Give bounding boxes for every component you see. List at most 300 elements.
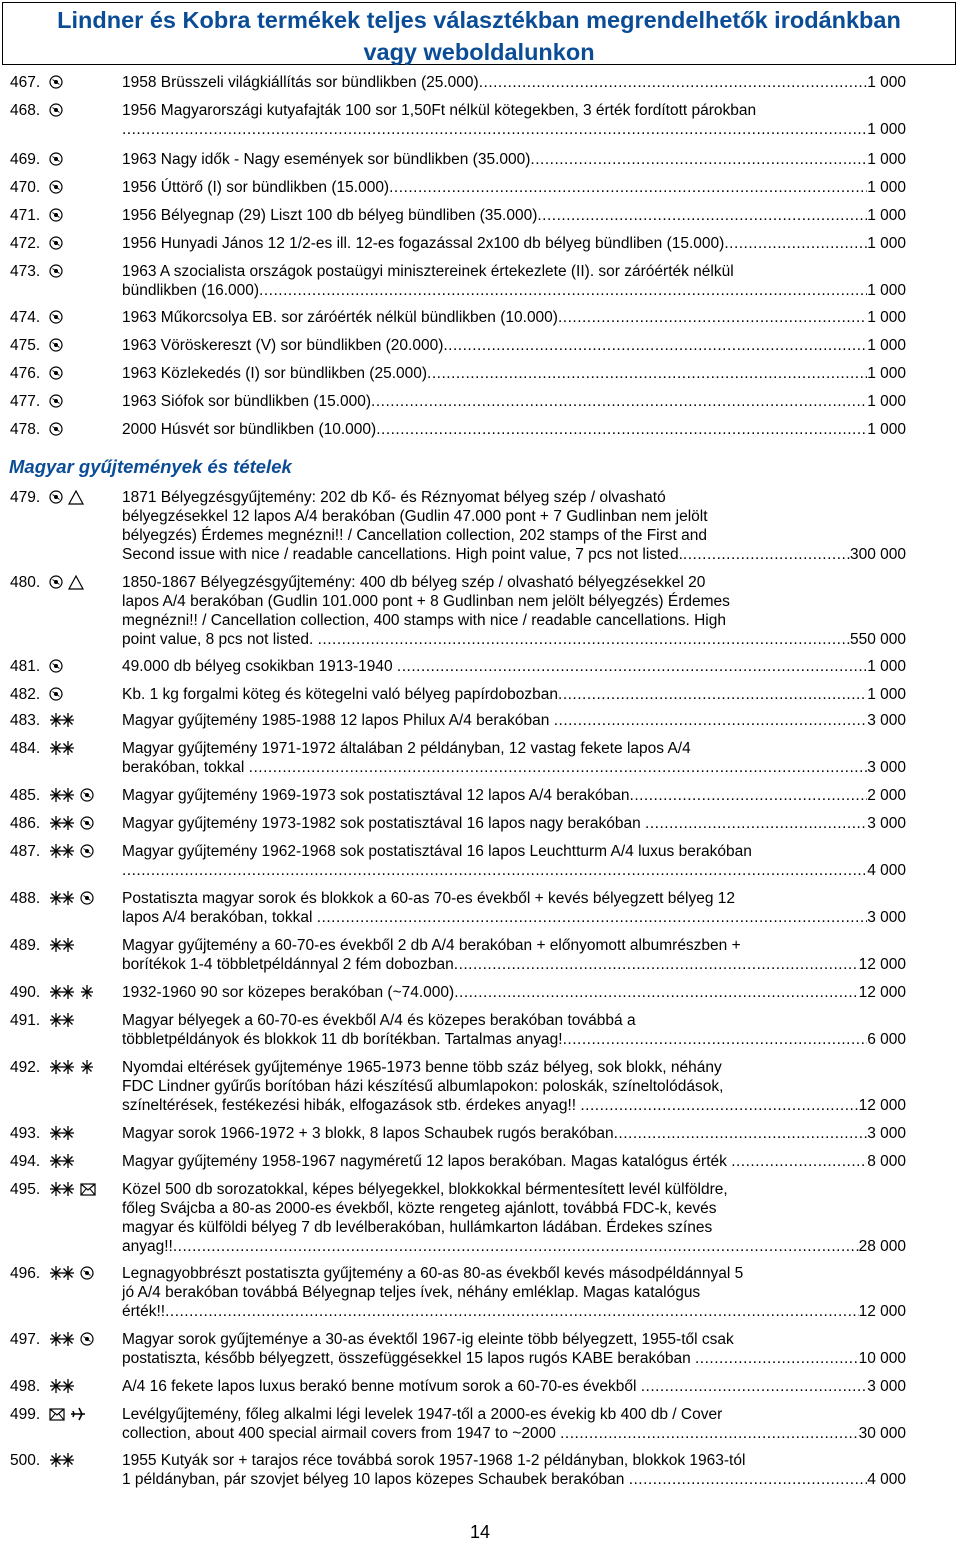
entry-price: 1 000 bbox=[867, 658, 906, 675]
entry-description bbox=[122, 1011, 906, 1049]
leader-dots bbox=[554, 711, 868, 730]
entry-last-line bbox=[122, 206, 906, 225]
entry-description bbox=[122, 234, 906, 253]
leader-dots bbox=[614, 1124, 868, 1143]
mint-double-star-icon bbox=[49, 787, 75, 803]
leader-dots bbox=[249, 758, 868, 777]
entry-last-line bbox=[122, 1349, 906, 1368]
entry-icons bbox=[49, 1181, 101, 1198]
cancelled-stamp-icon bbox=[49, 574, 63, 590]
entry-icons bbox=[49, 937, 80, 954]
cancelled-stamp-icon bbox=[80, 1331, 94, 1347]
entry-description bbox=[122, 786, 906, 805]
entry-text-line: anyag!! bbox=[122, 1238, 173, 1255]
entry-text-line: 1955 Kutyák sor + tarajos réce továbbá sorok 1957-1968 1-2 példányban, blokkok 1963-tól bbox=[122, 1452, 746, 1469]
entry-number: 493. bbox=[10, 1125, 41, 1142]
entry-last-line bbox=[122, 657, 906, 676]
cancelled-stamp-icon bbox=[80, 815, 94, 831]
entry-price: 1 000 bbox=[867, 74, 906, 91]
entry-text-line: Magyar sorok 1966-1972 + 3 blokk, 8 lapos Schaubek rugós berakóban bbox=[122, 1125, 614, 1142]
entry-price: 1 000 bbox=[867, 179, 906, 196]
entry-price: 1 000 bbox=[867, 421, 906, 438]
entry-text-line: Levélgyűjtemény, főleg alkalmi légi levelek 1947-től a 2000-es évekig kb 400 db / Cover bbox=[122, 1406, 723, 1423]
page-number: 14 bbox=[469, 1522, 491, 1542]
entry-description bbox=[122, 150, 906, 169]
leader-dots bbox=[173, 1237, 859, 1256]
entry-text-line: point value, 8 pcs not listed. bbox=[122, 631, 318, 648]
leader-dots bbox=[443, 336, 867, 355]
leader-dots bbox=[580, 1096, 858, 1115]
mint-double-star-icon bbox=[49, 712, 75, 728]
mint-double-star-icon bbox=[49, 740, 75, 756]
leader-dots bbox=[724, 234, 867, 253]
entry-number: 485. bbox=[10, 787, 41, 804]
entry-icons bbox=[49, 1452, 80, 1469]
entry-price: 1 000 bbox=[867, 151, 906, 168]
leader-dots bbox=[371, 392, 867, 411]
entry-text-line: érték!! bbox=[122, 1303, 166, 1320]
leader-dots bbox=[389, 178, 867, 197]
entry-description bbox=[122, 178, 906, 197]
entry-description bbox=[122, 73, 906, 92]
entry-text-line: jó A/4 berakóban továbbá Bélyegnap teljes ívek, néhány emléklap. Magas katalógus bbox=[122, 1284, 701, 1301]
leader-dots bbox=[629, 1470, 868, 1489]
entry-last-line bbox=[122, 234, 906, 253]
cancelled-stamp-icon bbox=[49, 207, 63, 223]
entry-text-line: 1963 A szocialista országok postaügyi minisztereinek értekezlete (II). sor záróérték nélkül bbox=[122, 263, 734, 280]
entry-number: 467. bbox=[10, 74, 41, 91]
cancelled-stamp-icon bbox=[49, 309, 63, 325]
entry-number: 473. bbox=[10, 263, 41, 280]
entry-number: 470. bbox=[10, 179, 41, 196]
leader-dots bbox=[122, 120, 867, 139]
entry-number: 468. bbox=[10, 102, 41, 119]
entry-number: 475. bbox=[10, 337, 41, 354]
entry-price: 3 000 bbox=[867, 909, 906, 926]
cancelled-stamp-icon bbox=[49, 74, 63, 90]
airmail-plane-icon bbox=[70, 1406, 86, 1422]
entry-icons bbox=[49, 712, 80, 729]
entry-text-line: 1956 Bélyegnap (29) Liszt 100 db bélyeg bündliben (35.000) bbox=[122, 207, 538, 224]
entry-text-line: 1963 Vöröskereszt (V) sor bündlikben (20.000) bbox=[122, 337, 444, 354]
banner-line-1: Lindner és Kobra termékek teljes választékban megrendelhetők irodánkban bbox=[57, 7, 901, 33]
entry-last-line bbox=[122, 1030, 906, 1049]
leader-dots bbox=[122, 861, 867, 880]
entry-description bbox=[122, 1152, 906, 1171]
mint-double-star-icon bbox=[49, 815, 75, 831]
banner-line-2: vagy weboldalunkon bbox=[363, 39, 595, 65]
entry-price: 1 000 bbox=[867, 207, 906, 224]
entry-last-line bbox=[122, 308, 906, 327]
entry-number: 484. bbox=[10, 740, 41, 757]
entry-description bbox=[122, 1124, 906, 1143]
entry-text-line: Közel 500 db sorozatokkal, képes bélyegekkel, blokkokkal bérmentesített levél külföldre, bbox=[122, 1181, 728, 1198]
entry-last-line bbox=[122, 1096, 906, 1115]
entry-description bbox=[122, 685, 906, 704]
entry-last-line bbox=[122, 861, 906, 880]
cancelled-stamp-icon bbox=[49, 686, 63, 702]
entry-text-line: collection, about 400 special airmail covers from 1947 to ~2000 bbox=[122, 1425, 561, 1442]
entry-number: 488. bbox=[10, 890, 41, 907]
entry-icons bbox=[49, 102, 68, 119]
entry-text-line: A/4 16 fekete lapos luxus berakó benne motívum sorok a 60-70-es évekből bbox=[122, 1378, 641, 1395]
entry-text-line: Magyar gyűjtemény 1969-1973 sok postatisztával 12 lapos A/4 berakóban bbox=[122, 787, 630, 804]
cancelled-stamp-icon bbox=[49, 421, 63, 437]
entry-price: 10 000 bbox=[858, 1350, 906, 1367]
cancelled-stamp-icon bbox=[49, 365, 63, 381]
entry-description bbox=[122, 101, 906, 139]
cancelled-stamp-icon bbox=[49, 263, 63, 279]
mint-double-star-icon bbox=[49, 1331, 75, 1347]
leader-dots bbox=[558, 308, 867, 327]
entry-number: 492. bbox=[10, 1059, 41, 1076]
leader-dots bbox=[165, 1302, 859, 1321]
entry-description bbox=[122, 889, 906, 927]
entry-price: 300 000 bbox=[849, 546, 906, 563]
entry-icons bbox=[49, 489, 89, 506]
entry-price: 28 000 bbox=[858, 1238, 906, 1255]
mint-double-star-icon bbox=[49, 1059, 75, 1075]
entry-last-line bbox=[122, 1124, 906, 1143]
entry-last-line bbox=[122, 1237, 906, 1256]
mint-double-star-icon bbox=[49, 984, 75, 1000]
entry-icons bbox=[49, 1378, 80, 1395]
entry-text-line: Legnagyobbrészt postatiszta gyűjtemény a 60-as 80-as évekből kevés másodpéldánnyal 5 bbox=[122, 1265, 744, 1282]
entry-description bbox=[122, 336, 906, 355]
entry-number: 469. bbox=[10, 151, 41, 168]
entry-text-line: megnézni!! / Cancellation collection, 400 stamps with nice / readable cancellations. High bbox=[122, 612, 726, 629]
mint-double-star-icon bbox=[49, 1153, 75, 1169]
entry-text-line: lapos A/4 berakóban, tokkal bbox=[122, 909, 317, 926]
entry-description bbox=[122, 983, 906, 1002]
leader-dots bbox=[695, 1349, 859, 1368]
mint-double-star-icon bbox=[49, 937, 75, 953]
entry-price: 1 000 bbox=[867, 393, 906, 410]
entry-last-line bbox=[122, 983, 906, 1002]
entry-icons bbox=[49, 815, 99, 832]
entry-text-line: 1963 Közlekedés (I) sor bündlikben (25.000) bbox=[122, 365, 428, 382]
entry-last-line bbox=[122, 711, 906, 730]
entry-number: 500. bbox=[10, 1452, 41, 1469]
entry-number: 472. bbox=[10, 235, 41, 252]
leader-dots bbox=[454, 983, 858, 1002]
leader-dots bbox=[563, 1030, 868, 1049]
entry-text-line: 1871 Bélyegzésgyűjtemény: 202 db Kő- és Réznyomat bélyeg szép / olvasható bbox=[122, 489, 666, 506]
entry-text-line: bélyegzés) Érdemes megnézni!! / Cancellation collection, 202 stamps of the First and bbox=[122, 527, 707, 544]
mint-double-star-icon bbox=[49, 1125, 75, 1141]
entry-description bbox=[122, 1330, 906, 1368]
entry-icons bbox=[49, 1012, 80, 1029]
entry-price: 3 000 bbox=[867, 1378, 906, 1395]
leader-dots bbox=[317, 908, 867, 927]
leader-dots bbox=[731, 1152, 867, 1171]
entry-text-line: 1956 Hunyadi János 12 1/2-es ill. 12-es fogazással 2x100 db bélyeg bündliben (15.000) bbox=[122, 235, 725, 252]
mint-double-star-icon bbox=[49, 1181, 75, 1197]
entry-text-line: Nyomdai eltérések gyűjteménye 1965-1973 benne több száz bélyeg, sok blokk, néhány bbox=[122, 1059, 722, 1076]
entry-number: 478. bbox=[10, 421, 41, 438]
entry-icons bbox=[49, 421, 68, 438]
entry-text-line: 1932-1960 90 sor közepes berakóban (~74.000) bbox=[122, 984, 455, 1001]
entry-number: 476. bbox=[10, 365, 41, 382]
section-title: Magyar gyűjtemények és tételek bbox=[9, 456, 292, 477]
entry-icons bbox=[49, 337, 68, 354]
entry-last-line bbox=[122, 814, 906, 833]
leader-dots bbox=[558, 685, 867, 704]
entry-price: 1 000 bbox=[867, 686, 906, 703]
entry-description bbox=[122, 420, 906, 439]
entry-last-line bbox=[122, 1424, 906, 1443]
entry-last-line bbox=[122, 630, 906, 649]
entry-text-line: 1956 Úttörő (I) sor bündlikben (15.000) bbox=[122, 179, 390, 196]
cancelled-stamp-icon bbox=[80, 1265, 94, 1281]
entry-price: 12 000 bbox=[858, 984, 906, 1001]
entry-price: 1 000 bbox=[867, 235, 906, 252]
cancelled-stamp-icon bbox=[80, 787, 94, 803]
mint-star-icon bbox=[80, 984, 94, 1000]
entry-price: 3 000 bbox=[867, 712, 906, 729]
triangle-icon bbox=[68, 574, 84, 590]
entry-icons bbox=[49, 1331, 99, 1348]
entry-last-line bbox=[122, 908, 906, 927]
banner bbox=[2, 2, 956, 65]
entry-icons bbox=[49, 1059, 99, 1076]
cancelled-stamp-icon bbox=[49, 337, 63, 353]
entry-number: 495. bbox=[10, 1181, 41, 1198]
entry-text-line: 2000 Húsvét sor bündlikben (10.000) bbox=[122, 421, 377, 438]
entry-price: 3 000 bbox=[867, 759, 906, 776]
entry-icons bbox=[49, 787, 99, 804]
mint-star-icon bbox=[80, 1059, 94, 1075]
entry-icons bbox=[49, 74, 68, 91]
mint-double-star-icon bbox=[49, 1265, 75, 1281]
entry-icons bbox=[49, 393, 68, 410]
mint-double-star-icon bbox=[49, 1012, 75, 1028]
mint-double-star-icon bbox=[49, 890, 75, 906]
entry-text-line: Magyar bélyegek a 60-70-es évekből A/4 és közepes berakóban továbbá a bbox=[122, 1012, 636, 1029]
entry-number: 486. bbox=[10, 815, 41, 832]
entry-icons bbox=[49, 843, 99, 860]
entry-text-line: Magyar gyűjtemény 1971-1972 általában 2 példányban, 12 vastag fekete lapos A/4 bbox=[122, 740, 691, 757]
entry-icons bbox=[49, 1265, 99, 1282]
entry-icons bbox=[49, 740, 80, 757]
entry-icons bbox=[49, 890, 99, 907]
envelope-icon bbox=[49, 1406, 65, 1422]
entry-text-line: 1850-1867 Bélyegzésgyűjtemény: 400 db bélyeg szép / olvasható bélyegzésekkel 20 bbox=[122, 574, 706, 591]
entry-text-line: 1956 Magyarországi kutyafajták 100 sor 1,50Ft nélkül kötegekben, 3 érték fordított párokban bbox=[122, 102, 757, 119]
entry-last-line bbox=[122, 281, 906, 300]
entry-icons bbox=[49, 1153, 80, 1170]
entry-last-line bbox=[122, 955, 906, 974]
leader-dots bbox=[537, 206, 867, 225]
entry-description bbox=[122, 936, 906, 974]
entry-text-line: 1963 Siófok sor bündlikben (15.000) bbox=[122, 393, 372, 410]
entry-icons bbox=[49, 1125, 80, 1142]
mint-double-star-icon bbox=[49, 843, 75, 859]
entry-last-line bbox=[122, 178, 906, 197]
entry-price: 4 000 bbox=[867, 862, 906, 879]
entry-text-line: 1963 Műkorcsolya EB. sor záróérték nélkül bündlikben (10.000) bbox=[122, 309, 558, 326]
entry-icons bbox=[49, 365, 68, 382]
entry-icons bbox=[49, 151, 68, 168]
entry-icons bbox=[49, 984, 99, 1001]
entry-last-line bbox=[122, 150, 906, 169]
entry-description bbox=[122, 657, 906, 676]
entry-price: 4 000 bbox=[867, 1471, 906, 1488]
leader-dots bbox=[560, 1424, 858, 1443]
entry-price: 12 000 bbox=[858, 956, 906, 973]
entry-text-line: 1958 Brüsszeli világkiállítás sor bündlikben (25.000) bbox=[122, 74, 479, 91]
entry-text-line: bélyegzésekkel 12 lapos A/4 berakóban (Gudlin 47.000 pont + 7 Gudlinban nem jelölt bbox=[122, 508, 708, 525]
entry-description bbox=[122, 364, 906, 383]
entry-price: 1 000 bbox=[867, 337, 906, 354]
entry-last-line bbox=[122, 73, 906, 92]
entry-text-line: főleg Svájcba a 80-as 2000-es évekből, közte rengeteg ajánlott, továbbá FDC-k, kevés bbox=[122, 1200, 717, 1217]
entry-icons bbox=[49, 235, 68, 252]
entry-price: 1 000 bbox=[867, 309, 906, 326]
entry-number: 477. bbox=[10, 393, 41, 410]
entry-text-line: 1 példányban, pár szovjet bélyeg 10 lapos közepes Schaubek berakóban bbox=[122, 1471, 629, 1488]
entry-icons bbox=[49, 179, 68, 196]
entry-last-line bbox=[122, 786, 906, 805]
entry-description bbox=[122, 1451, 906, 1489]
envelope-icon bbox=[80, 1181, 96, 1197]
entry-description bbox=[122, 842, 906, 880]
entry-price: 8 000 bbox=[867, 1153, 906, 1170]
cancelled-stamp-icon bbox=[49, 489, 63, 505]
entry-number: 483. bbox=[10, 712, 41, 729]
cancelled-stamp-icon bbox=[80, 890, 94, 906]
entry-text-line: Magyar gyűjtemény 1973-1982 sok postatisztával 16 lapos nagy berakóban bbox=[122, 815, 646, 832]
entry-price: 550 000 bbox=[849, 631, 906, 648]
entry-description bbox=[122, 206, 906, 225]
leader-dots bbox=[397, 657, 867, 676]
leader-dots bbox=[318, 630, 850, 649]
entry-icons bbox=[49, 1406, 91, 1423]
entry-text-line: postatiszta, később bélyegzett, összefüggésekkel 15 lapos rugós KABE berakóban bbox=[122, 1350, 695, 1367]
entry-text-line: FDC Lindner gyűrűs borítóban házi készítésű albumlapokon: poloskák, színeltolódások, bbox=[122, 1078, 724, 1095]
entry-number: 490. bbox=[10, 984, 41, 1001]
mint-double-star-icon bbox=[49, 1378, 75, 1394]
entry-description bbox=[122, 488, 906, 564]
entry-description bbox=[122, 711, 906, 730]
entry-last-line bbox=[122, 1302, 906, 1321]
entry-description bbox=[122, 262, 906, 300]
entry-text-line: Postatiszta magyar sorok és blokkok a 60-as 70-es évekből + kevés bélyegzett bélyeg 12 bbox=[122, 890, 736, 907]
entry-description bbox=[122, 573, 906, 649]
entry-last-line bbox=[122, 420, 906, 439]
entry-last-line bbox=[122, 545, 906, 564]
entry-icons bbox=[49, 574, 89, 591]
entry-icons bbox=[49, 207, 68, 224]
entry-last-line bbox=[122, 1470, 906, 1489]
entry-description bbox=[122, 1264, 906, 1321]
mint-double-star-icon bbox=[49, 1452, 75, 1468]
entry-number: 497. bbox=[10, 1331, 41, 1348]
entry-text-line: Magyar gyűjtemény 1958-1967 nagyméretű 12 lapos berakóban. Magas katalógus érték bbox=[122, 1153, 732, 1170]
entry-description bbox=[122, 814, 906, 833]
entry-last-line bbox=[122, 392, 906, 411]
entry-last-line bbox=[122, 364, 906, 383]
entry-icons bbox=[49, 686, 68, 703]
entry-number: 482. bbox=[10, 686, 41, 703]
entry-text-line: bündlikben (16.000) bbox=[122, 282, 260, 299]
entry-number: 481. bbox=[10, 658, 41, 675]
entry-price: 1 000 bbox=[867, 282, 906, 299]
entry-price: 2 000 bbox=[867, 787, 906, 804]
cancelled-stamp-icon bbox=[80, 843, 94, 859]
entry-text-line: Kb. 1 kg forgalmi köteg és kötegelni való bélyeg papírdobozban bbox=[122, 686, 559, 703]
entry-description bbox=[122, 392, 906, 411]
leader-dots bbox=[259, 281, 867, 300]
entry-text-line: 1963 Nagy idők - Nagy események sor bündlikben (35.000) bbox=[122, 151, 531, 168]
entry-number: 494. bbox=[10, 1153, 41, 1170]
leader-dots bbox=[376, 420, 867, 439]
entry-last-line bbox=[122, 1377, 906, 1396]
entry-last-line bbox=[122, 685, 906, 704]
leader-dots bbox=[630, 786, 868, 805]
leader-dots bbox=[683, 545, 850, 564]
leader-dots bbox=[530, 150, 867, 169]
entry-text-line: színeltérések, festékezési hibák, elfogazások stb. érdekes anyag!! bbox=[122, 1097, 581, 1114]
entry-price: 3 000 bbox=[867, 815, 906, 832]
entry-number: 489. bbox=[10, 937, 41, 954]
entry-icons bbox=[49, 309, 68, 326]
entry-description bbox=[122, 1180, 906, 1256]
entry-price: 1 000 bbox=[867, 365, 906, 382]
entry-number: 474. bbox=[10, 309, 41, 326]
entry-number: 480. bbox=[10, 574, 41, 591]
cancelled-stamp-icon bbox=[49, 179, 63, 195]
leader-dots bbox=[427, 364, 867, 383]
entry-price: 30 000 bbox=[858, 1425, 906, 1442]
entry-number: 496. bbox=[10, 1265, 41, 1282]
entry-description bbox=[122, 739, 906, 777]
entry-last-line bbox=[122, 758, 906, 777]
entry-last-line bbox=[122, 336, 906, 355]
entry-price: 6 000 bbox=[867, 1031, 906, 1048]
entry-text-line: berakóban, tokkal bbox=[122, 759, 249, 776]
entry-number: 479. bbox=[10, 489, 41, 506]
entry-number: 498. bbox=[10, 1378, 41, 1395]
entry-number: 471. bbox=[10, 207, 41, 224]
entry-text-line: lapos A/4 berakóban (Gudlin 101.000 pont + 8 Gudlinban nem jelölt bélyegzés) Érdemes bbox=[122, 593, 730, 610]
entry-price: 12 000 bbox=[858, 1303, 906, 1320]
entry-text-line: Magyar sorok gyűjteménye a 30-as évektől 1967-ig eleinte több bélyegzett, 1955-től csak bbox=[122, 1331, 734, 1348]
cancelled-stamp-icon bbox=[49, 658, 63, 674]
entry-text-line: magyar és külföldi bélyeg 7 db levélberakóban, hullámkarton ládában. Érdekes színes bbox=[122, 1219, 713, 1236]
entry-icons bbox=[49, 263, 68, 280]
entry-icons bbox=[49, 658, 68, 675]
entry-price: 3 000 bbox=[867, 1125, 906, 1142]
entry-text-line: borítékok 1-4 többletpéldánnyal 2 fém dobozban bbox=[122, 956, 454, 973]
leader-dots bbox=[454, 955, 859, 974]
entry-description bbox=[122, 308, 906, 327]
entry-number: 491. bbox=[10, 1012, 41, 1029]
cancelled-stamp-icon bbox=[49, 102, 63, 118]
entry-text-line: Magyar gyűjtemény 1962-1968 sok postatisztával 16 lapos Leuchtturm A/4 luxus berakóban bbox=[122, 843, 752, 860]
entry-last-line bbox=[122, 1152, 906, 1171]
triangle-icon bbox=[68, 489, 84, 505]
entry-description bbox=[122, 1058, 906, 1115]
entry-price: 1 000 bbox=[867, 121, 906, 138]
entry-description bbox=[122, 1405, 906, 1443]
leader-dots bbox=[641, 1377, 868, 1396]
leader-dots bbox=[479, 73, 868, 92]
entry-price: 12 000 bbox=[858, 1097, 906, 1114]
entry-text-line: többletpéldányok és blokkok 11 db borítékban. Tartalmas anyag! bbox=[122, 1031, 563, 1048]
entry-text-line: Second issue with nice / readable cancellations. High point value, 7 pcs not listed. bbox=[122, 546, 683, 563]
leader-dots bbox=[645, 814, 867, 833]
